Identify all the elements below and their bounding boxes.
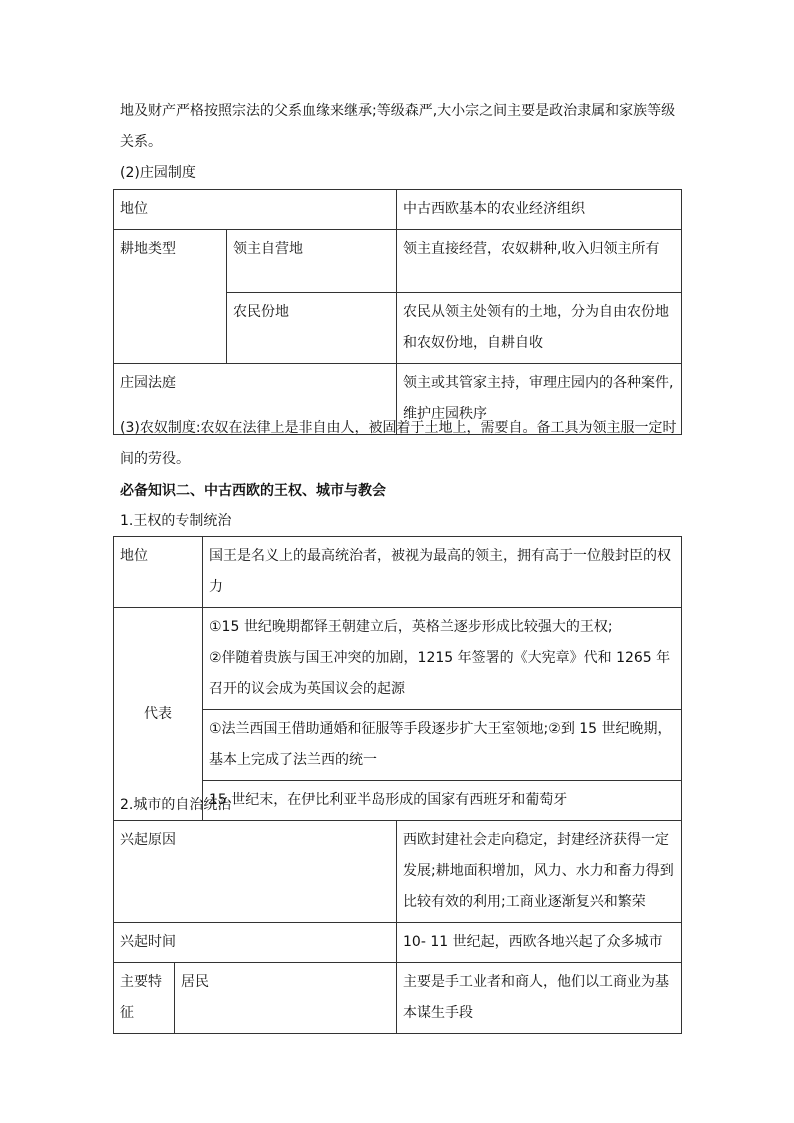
- manor-peasant-land-value: 农民从领主处领有的土地，分为自由农份地和农奴份地，自耕自收: [397, 293, 682, 364]
- kingship-rep-england: ①15 世纪晚期都铎王朝建立后，英格兰逐步形成比较强大的王权; ②伴随着贵族与国王冲突的加剧，1215 年签署的《大宪章》代和 1265 年召开的议会成为英国议会的起源: [203, 608, 682, 710]
- manor-lord-land-value: 领主直接经营，农奴耕种,收入归领主所有: [397, 230, 682, 293]
- intro-paragraph: 地及财产严格按照宗法的父系血缘来继承;等级森严,大小宗之间主要是政治隶属和家族等级关系。: [120, 103, 676, 150]
- kingship-rep-france: ①法兰西国王借助通婚和征服等手段逐步扩大王室领地;②到 15 世纪晚期，基本上完成了法兰西的统一: [203, 710, 682, 781]
- kingship-position-value: 国王是名义上的最高统治者，被视为最高的领主，拥有高于一位般封臣的权力: [203, 537, 682, 608]
- city-cause-label: 兴起原因: [114, 821, 397, 923]
- manor-peasant-land-label: 农民份地: [227, 293, 397, 364]
- manor-farmland-label: 耕地类型: [114, 230, 227, 364]
- city-cause-value: 西欧封建社会走向稳定，封建经济获得一定发展;耕地面积增加，风力、水力和畜力得到比较有效的利用;工商业逐渐复兴和繁荣: [397, 821, 682, 923]
- city-time-value: 10- 11 世纪起，西欧各地兴起了众多城市: [397, 923, 682, 963]
- city-residents-label: 居民: [175, 963, 397, 1034]
- section2-title: 必备知识二、中古西欧的王权、城市与教会: [120, 483, 386, 499]
- manor-table: [113, 189, 682, 435]
- kingship-table: [113, 536, 682, 821]
- manor-court-value: 领主或其管家主持，审理庄园内的各种案件,维护庄园秩序: [397, 364, 682, 435]
- city-table: [113, 820, 682, 1034]
- city-heading: 2.城市的自治统治: [120, 797, 232, 813]
- manor-position-label: 地位: [114, 190, 397, 230]
- kingship-position-label: 地位: [114, 537, 203, 608]
- manor-lord-land-label: 领主自营地: [227, 230, 397, 293]
- kingship-heading: 1.王权的专制统治: [120, 513, 232, 529]
- serf-paragraph: (3)农奴制度:农奴在法律上是非自由人，被固着于土地上，需要自。备工具为领主服一定时间的劳役。: [120, 420, 677, 467]
- kingship-rep-iberia: 15 世纪末，在伊比利亚半岛形成的国家有西班牙和葡萄牙: [203, 781, 682, 821]
- kingship-rep-label: 代表: [114, 608, 203, 821]
- manor-court-label: 庄园法庭: [114, 364, 397, 435]
- manor-heading: (2)庄园制度: [120, 165, 196, 181]
- city-time-label: 兴起时间: [114, 923, 397, 963]
- manor-position-value: 中古西欧基本的农业经济组织: [397, 190, 682, 230]
- city-feature-label: 主要特征: [114, 963, 175, 1034]
- city-residents-value: 主要是手工业者和商人，他们以工商业为基本谋生手段: [397, 963, 682, 1034]
